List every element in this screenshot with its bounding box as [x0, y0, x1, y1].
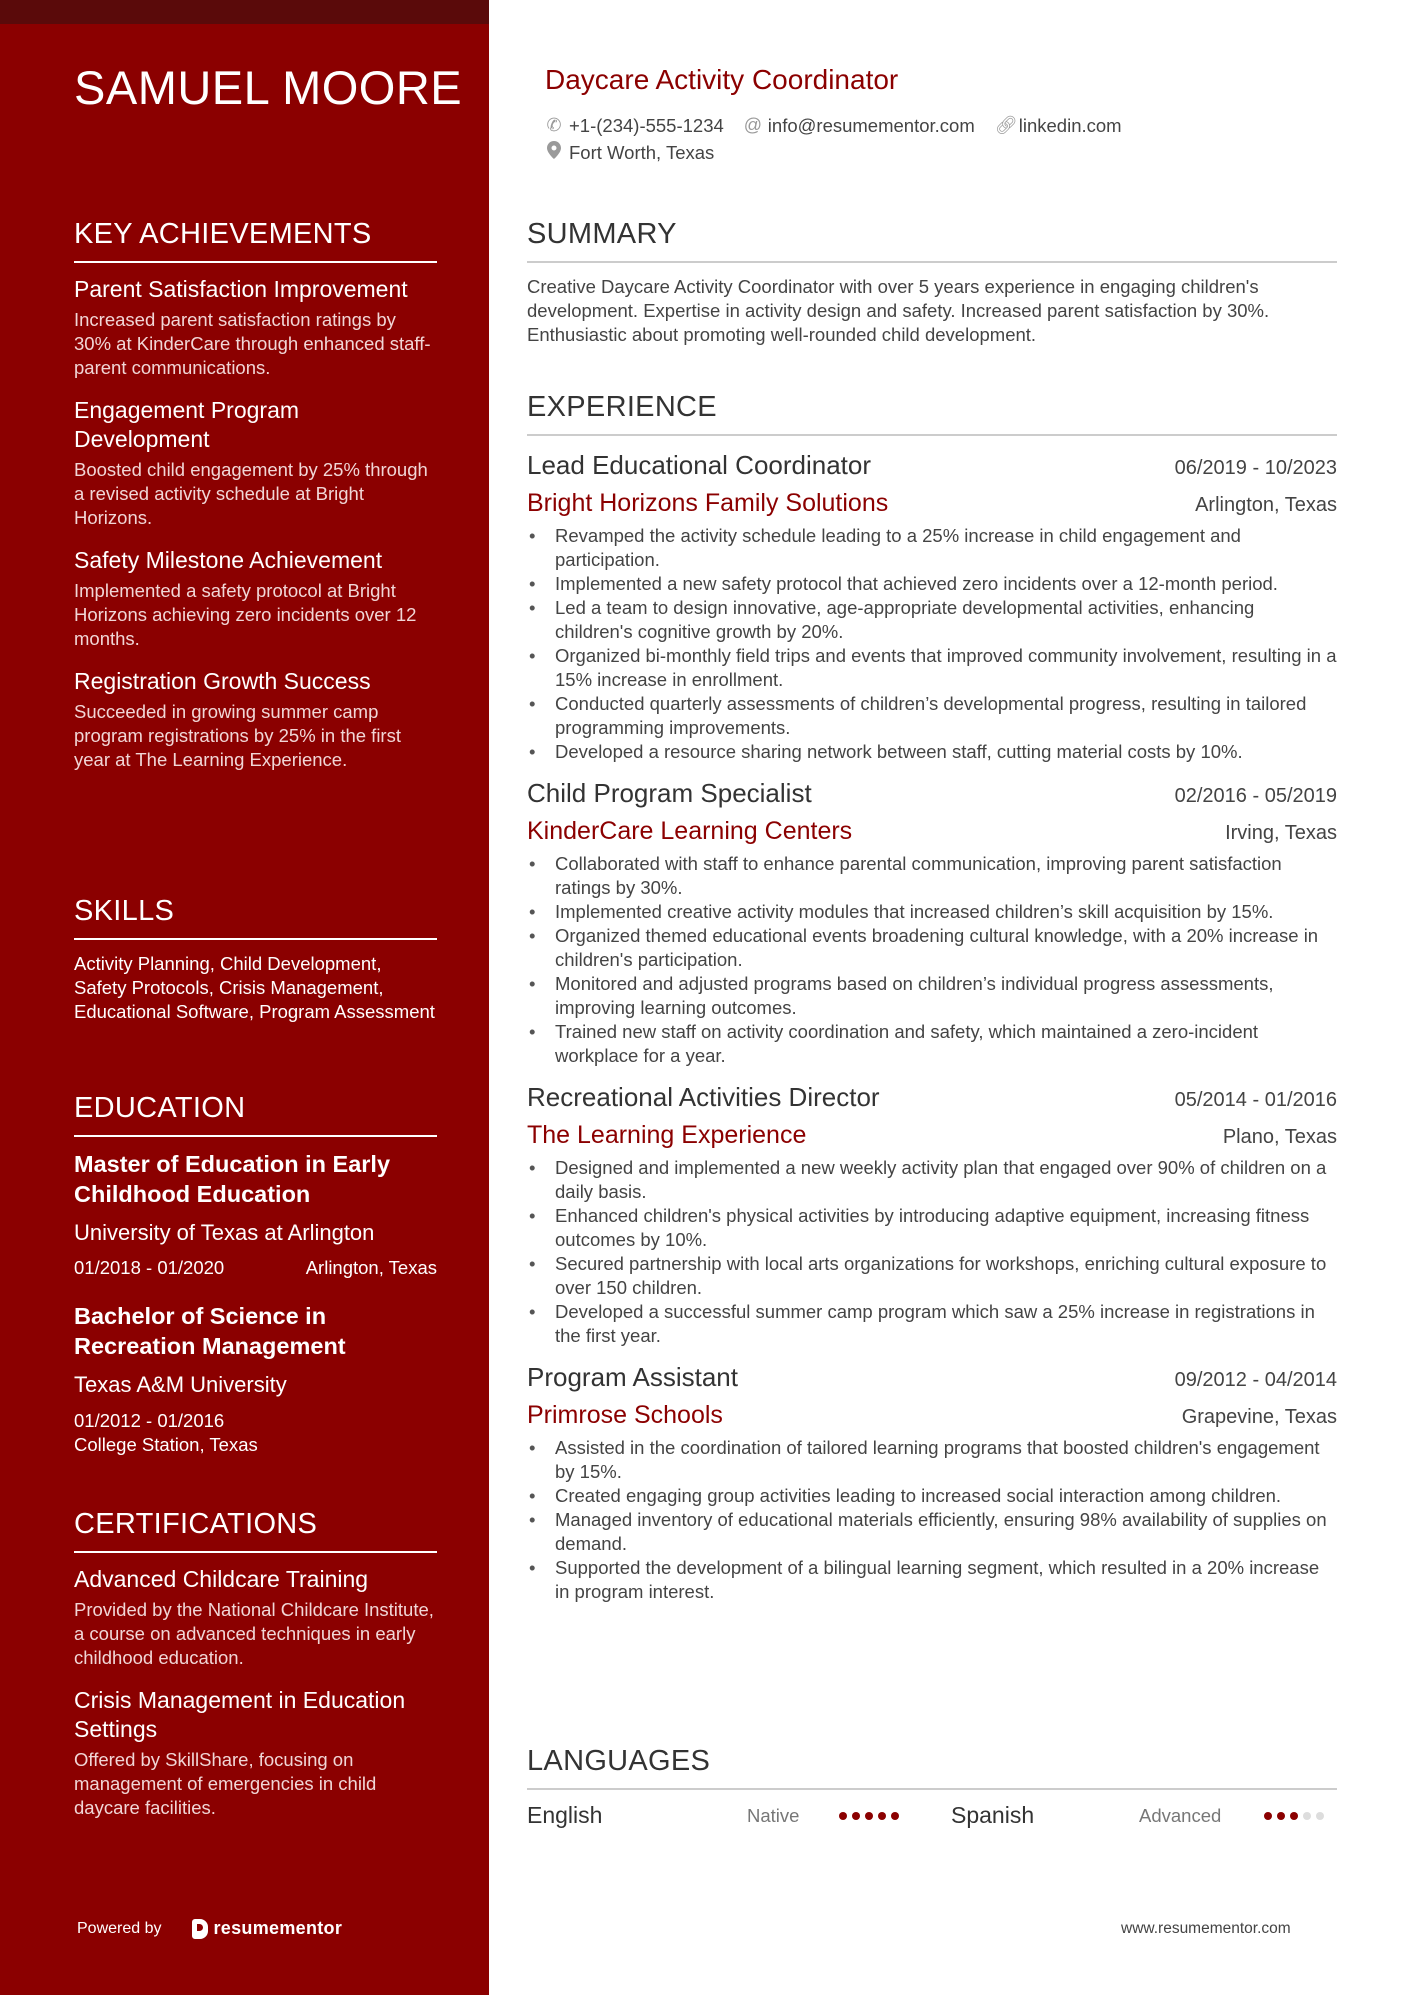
contact-info	[545, 112, 1142, 166]
footer-url[interactable]: www.resumementor.com	[1121, 1920, 1291, 1937]
job-role: Recreational Activities Director	[527, 1082, 880, 1112]
email-text: info@resumementor.com	[767, 114, 975, 136]
summary-section	[527, 218, 1337, 347]
phone-text: +1-(234)-555-1234	[569, 114, 724, 136]
job-entry	[527, 1082, 1337, 1348]
education-dates: 01/2012 - 01/2016	[74, 1410, 225, 1431]
sidebar-top-bar	[0, 0, 489, 24]
job-bullet: • Enhanced children's physical activities by introducing adaptive equipment, increasing fitness outcomes by 10%.	[527, 1204, 1337, 1252]
job-bullet: • Developed a resource sharing network between staff, cutting material costs by 10%.	[527, 740, 1337, 764]
candidate-name: SAMUEL MOORE	[74, 61, 463, 114]
achievements-heading: KEY ACHIEVEMENTS	[74, 218, 437, 263]
rating-dot-filled	[839, 1812, 847, 1820]
education-location: Arlington, Texas	[305, 1257, 437, 1278]
summary-text: Creative Daycare Activity Coordinator with over 5 years experience in engaging children's development. Expertise in activity design and safety. Increased parent satisfaction by 30%. Enthusiastic about promoting well-rounded child development.	[527, 276, 1270, 345]
job-role: Program Assistant	[527, 1362, 738, 1392]
education-degree: Bachelor of Science in Recreation Management	[74, 1303, 346, 1359]
certifications-heading: CERTIFICATIONS	[74, 1508, 437, 1553]
brand-name: resumementor	[213, 1918, 343, 1938]
education-dates: 01/2018 - 01/2020	[74, 1257, 225, 1278]
job-bullets	[527, 852, 1337, 1068]
rating-dot-empty	[1316, 1812, 1324, 1820]
certification-item	[74, 1686, 437, 1820]
job-bullet: • Secured partnership with local arts organizations for workshops, enriching cultural exposure to over 150 children.	[527, 1252, 1337, 1300]
job-title: Daycare Activity Coordinator	[545, 64, 899, 95]
rating-dot-filled	[1290, 1812, 1298, 1820]
job-dates: 06/2019 - 10/2023	[1174, 457, 1337, 479]
link-icon: 🔗︎	[994, 115, 1018, 135]
certification-desc: Provided by the National Childcare Institute, a course on advanced techniques in early childhood education.	[74, 1599, 434, 1668]
achievement-item	[74, 546, 437, 651]
achievement-desc: Succeeded in growing summer camp program registrations by 25% in the first year at The Learning Experience.	[74, 701, 401, 770]
job-bullet: • Monitored and adjusted programs based on children’s individual progress assessments, improving learning outcomes.	[527, 972, 1337, 1020]
job-company: The Learning Experience	[527, 1121, 807, 1149]
phone-icon: ✆	[546, 115, 562, 135]
skills-heading: SKILLS	[74, 895, 437, 940]
job-entry	[527, 450, 1337, 764]
achievement-desc: Boosted child engagement by 25% through a revised activity schedule at Bright Horizons.	[74, 459, 428, 528]
language-rating	[1264, 1812, 1324, 1820]
achievement-desc: Implemented a safety protocol at Bright Horizons achieving zero incidents over 12 months.	[74, 580, 417, 649]
education-heading: EDUCATION	[74, 1092, 437, 1137]
language-name: Spanish	[951, 1802, 1035, 1828]
contact-linkedin[interactable]	[995, 115, 1122, 137]
rating-dot-filled	[865, 1812, 873, 1820]
achievement-item	[74, 396, 437, 530]
certifications-section	[74, 1508, 437, 1836]
skills-list: Activity Planning, Child Development, Safety Protocols, Crisis Management, Educational Software, Program Assessment	[74, 953, 435, 1022]
education-school: Texas A&M University	[74, 1372, 287, 1397]
education-degree: Master of Education in Early Childhood Education	[74, 1151, 391, 1207]
language-item	[527, 1802, 927, 1829]
experience-section	[527, 391, 1337, 1604]
job-bullet: • Designed and implemented a new weekly activity plan that engaged over 90% of children on a daily basis.	[527, 1156, 1337, 1204]
job-location: Plano, Texas	[1222, 1126, 1337, 1148]
rating-dot-filled	[891, 1812, 899, 1820]
job-bullet: • Developed a successful summer camp program which saw a 25% increase in registrations in the first year.	[527, 1300, 1337, 1348]
rating-dot-filled	[1264, 1812, 1272, 1820]
job-location: Grapevine, Texas	[1181, 1406, 1337, 1428]
certification-title: Crisis Management in Education Settings	[74, 1687, 406, 1742]
at-icon: @	[743, 115, 763, 135]
rating-dot-filled	[852, 1812, 860, 1820]
language-rating	[839, 1812, 899, 1820]
job-role: Child Program Specialist	[527, 778, 812, 808]
achievement-item	[74, 275, 437, 380]
job-bullet: • Led a team to design innovative, age-appropriate developmental activities, enhancing children's cognitive growth by 20%.	[527, 596, 1337, 644]
job-bullet: • Implemented creative activity modules that increased children’s skill acquisition by 15%.	[527, 900, 1337, 924]
contact-location	[545, 141, 714, 164]
achievement-title: Parent Satisfaction Improvement	[74, 276, 408, 302]
job-dates: 02/2016 - 05/2019	[1174, 785, 1337, 807]
job-bullets	[527, 1436, 1337, 1604]
job-bullet: • Managed inventory of educational materials efficiently, ensuring 98% availability of supplies on demand.	[527, 1508, 1337, 1556]
achievement-title: Registration Growth Success	[74, 668, 371, 694]
job-bullet: • Assisted in the coordination of tailored learning programs that boosted children's engagement by 15%.	[527, 1436, 1337, 1484]
achievement-title: Safety Milestone Achievement	[74, 547, 383, 573]
job-entry	[527, 778, 1337, 1068]
certification-desc: Offered by SkillShare, focusing on management of emergencies in child daycare facilities.	[74, 1749, 377, 1818]
education-location: College Station, Texas	[74, 1434, 258, 1455]
language-name: English	[527, 1802, 603, 1828]
language-level: Native	[747, 1804, 800, 1826]
job-company: Bright Horizons Family Solutions	[527, 489, 889, 517]
language-item	[927, 1802, 1337, 1829]
contact-email[interactable]	[744, 115, 975, 137]
skills-section	[74, 895, 437, 1024]
job-bullet: • Implemented a new safety protocol that achieved zero incidents over a 12-month period.	[527, 572, 1337, 596]
contact-phone[interactable]	[545, 115, 724, 137]
achievement-title: Engagement Program Development	[74, 397, 300, 452]
experience-heading: EXPERIENCE	[527, 391, 1337, 436]
languages-section	[527, 1745, 1337, 1829]
linkedin-text: linkedin.com	[1018, 114, 1122, 136]
job-location: Irving, Texas	[1225, 822, 1337, 844]
job-bullets	[527, 524, 1337, 764]
summary-heading: SUMMARY	[527, 218, 1337, 263]
rating-dot-filled	[1277, 1812, 1285, 1820]
education-school: University of Texas at Arlington	[74, 1220, 375, 1245]
job-bullet: • Supported the development of a bilingual learning segment, which resulted in a 20% increase in program interest.	[527, 1556, 1337, 1604]
achievements-section	[74, 218, 437, 788]
location-text: Fort Worth, Texas	[569, 141, 715, 163]
powered-by-label: Powered by	[77, 1919, 162, 1937]
job-bullet: • Trained new staff on activity coordination and safety, which maintained a zero-incident workplace for a year.	[527, 1020, 1337, 1068]
education-section	[74, 1092, 437, 1473]
education-item	[74, 1149, 437, 1279]
job-dates: 05/2014 - 01/2016	[1174, 1089, 1337, 1111]
language-level: Advanced	[1139, 1804, 1222, 1826]
brand-logo[interactable]	[192, 1918, 343, 1939]
location-pin-icon	[545, 141, 563, 164]
achievement-item	[74, 667, 437, 772]
languages-heading: LANGUAGES	[527, 1745, 1337, 1790]
powered-by	[77, 1918, 342, 1939]
job-dates: 09/2012 - 04/2014	[1174, 1369, 1337, 1391]
job-bullet: • Organized bi-monthly field trips and events that improved community involvement, resulting in a 15% increase in enrollment.	[527, 644, 1337, 692]
rating-dot-empty	[1303, 1812, 1311, 1820]
job-company: KinderCare Learning Centers	[527, 817, 853, 845]
education-item	[74, 1301, 437, 1457]
rating-dot-filled	[878, 1812, 886, 1820]
job-company: Primrose Schools	[527, 1401, 723, 1429]
job-bullet: • Revamped the activity schedule leading to a 25% increase in child engagement and participation.	[527, 524, 1337, 572]
achievement-desc: Increased parent satisfaction ratings by 30% at KinderCare through enhanced staff-parent communications.	[74, 309, 431, 378]
certification-title: Advanced Childcare Training	[74, 1566, 369, 1592]
job-bullet: • Organized themed educational events broadening cultural knowledge, with a 20% increase in children's participation.	[527, 924, 1337, 972]
job-bullet: • Created engaging group activities leading to increased social interaction among children.	[527, 1484, 1337, 1508]
certification-item	[74, 1565, 437, 1670]
job-bullet: • Conducted quarterly assessments of children’s developmental progress, resulting in tailored programming improvements.	[527, 692, 1337, 740]
job-role: Lead Educational Coordinator	[527, 450, 872, 480]
job-entry	[527, 1362, 1337, 1604]
job-bullets	[527, 1156, 1337, 1348]
job-bullet: • Collaborated with staff to enhance parental communication, improving parent satisfaction ratings by 30%.	[527, 852, 1337, 900]
job-location: Arlington, Texas	[1195, 494, 1337, 516]
resumementor-logo-icon	[192, 1919, 208, 1939]
